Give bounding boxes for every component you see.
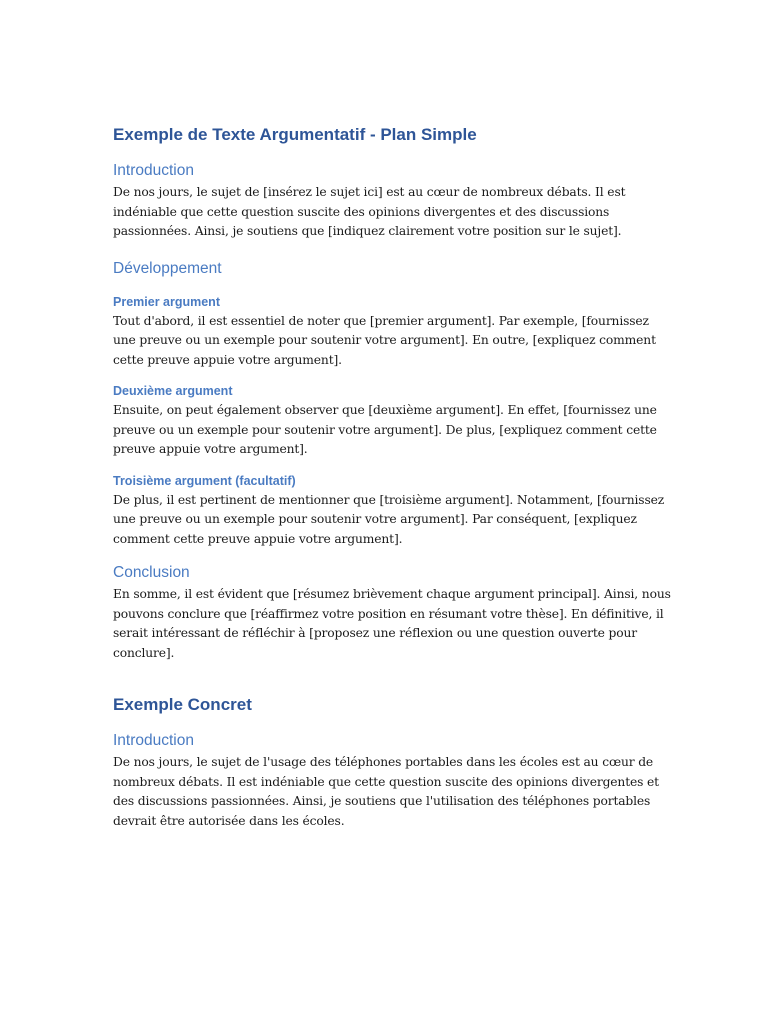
example-intro-paragraph: De nos jours, le sujet de l'usage des téléphones portables dans les écoles est au cœur de nombreux débats. Il est indéniable que cette question suscite des opinions divergentes et des discussions passionnées. Ainsi, je soutiens que l'utilisation des téléphones portables devrait être autorisée dans les écoles. xyxy=(113,755,659,828)
first-argument-paragraph: Tout d'abord, il est essentiel de noter que [premier argument]. Par exemple, [fournissez une preuve ou un exemple pour soutenir votre argument]. En outre, [expliquez comment cette preuve appuie votre argument]. xyxy=(113,313,656,367)
first-argument-heading: Premier argument xyxy=(113,294,220,309)
second-argument-heading: Deuxième argument xyxy=(113,384,233,398)
intro-paragraph: De nos jours, le sujet de [insérez le sujet ici] est au cœur de nombreux débats. Il est indéniable que cette question suscite des opinions divergentes et des discussions passionnées. Ainsi, je soutiens que [indiquez clairement votre position sur le sujet]. xyxy=(113,185,626,238)
example-intro-heading: Introduction xyxy=(113,732,194,749)
third-argument-paragraph: De plus, il est pertinent de mentionner que [troisième argument]. Notamment, [fournissez une preuve ou un exemple pour soutenir votre argument]. Par conséquent, [expliquez comment cette preuve appuie votre argument]. xyxy=(113,492,665,546)
conclusion-paragraph: En somme, il est évident que [résumez brièvement chaque argument principal]. Ainsi, nous pouvons conclure que [réaffirmez votre position en résumant votre thèse]. En définitive, il serait intéressant de réfléchir à [proposez une réflexion ou une question ouverte pour conclure]. xyxy=(113,587,671,660)
intro-heading: Introduction xyxy=(113,162,194,179)
example-title: Exemple Concret xyxy=(113,695,252,714)
document-content xyxy=(113,124,673,831)
conclusion-heading: Conclusion xyxy=(113,564,190,581)
document-title: Exemple de Texte Argumentatif - Plan Simple xyxy=(113,125,477,144)
development-heading: Développement xyxy=(113,259,222,277)
third-argument-heading: Troisième argument (facultatif) xyxy=(113,473,296,488)
second-argument-paragraph: Ensuite, on peut également observer que [deuxième argument]. En effet, [fournissez une preuve ou un exemple pour soutenir votre argument]. De plus, [expliquez comment cette preuve appuie votre argument]. xyxy=(113,403,657,456)
